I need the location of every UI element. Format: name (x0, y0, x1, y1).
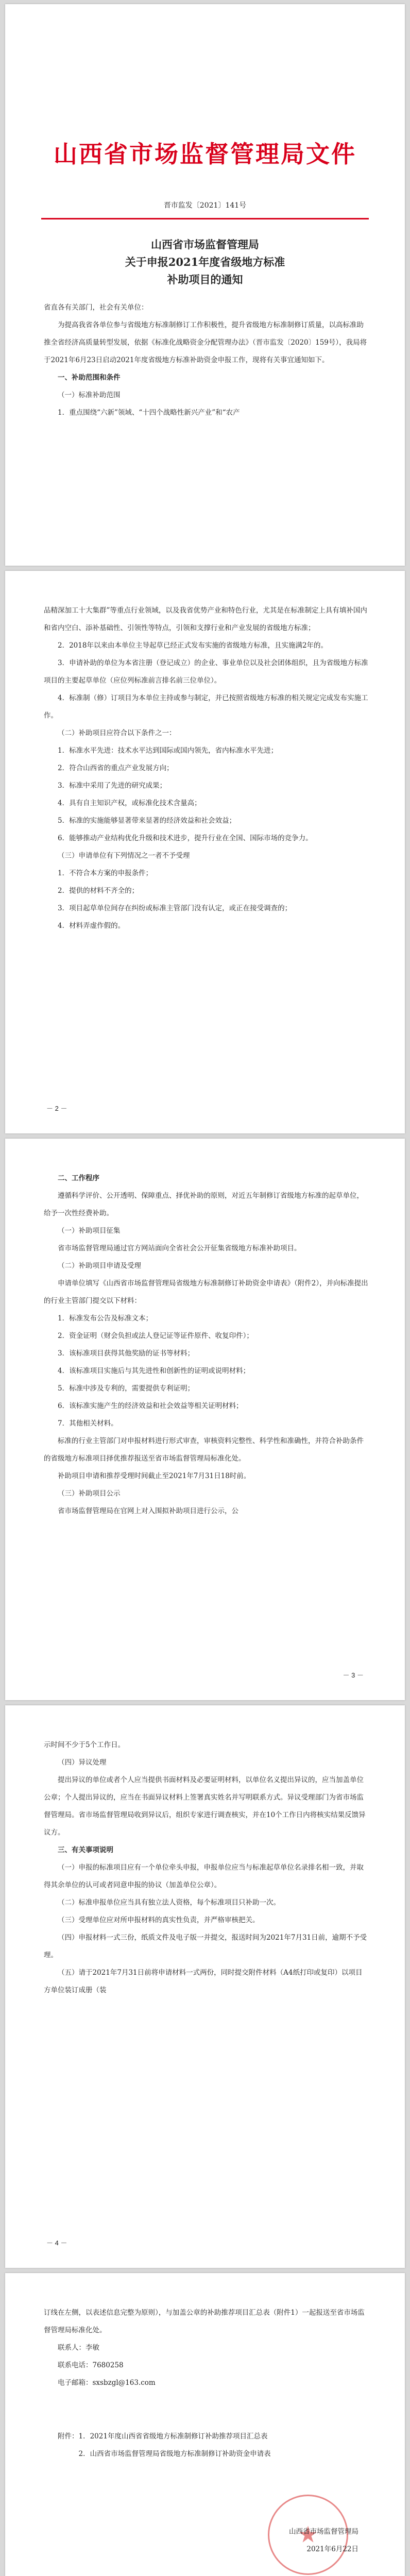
page-body (44, 602, 369, 935)
paragraph: （四）异议处理 (58, 1758, 107, 1766)
page-body (44, 1736, 369, 1999)
page-body (44, 299, 369, 421)
paragraph: 3．标准中采用了先进的研究成果； (58, 782, 167, 790)
paragraph: 品精深加工十大集群”等重点行业领域，以及我省优势产业和特色行业，尤其是在标准制定上具有填补国内和省内空白、添补基础性、引领性等特点，引领和支撑行业和产业发展的省级地方标准； (44, 606, 367, 632)
paragraph: （五）请于2021年7月31日前将申请材料一式两份，同时提交附件材料（A4纸打印或复印）以项目方单位装订成册（装 (44, 1969, 363, 1994)
paragraph: 5．标准中涉及专利的，需要提供专利证明； (58, 1384, 195, 1393)
attachment-1: 附件：1．2021年度山西省省级地方标准制修订补助推荐项目汇总表 (58, 2432, 268, 2441)
paragraph: 提出异议的单位或者个人应当提供书面材料及必要证明材料，以单位名义提出异议的，应当加盖单位公章；个人提出异议的，应当在书面异议材料上签署真实姓名并写明联系方式。异议受理部门为省市场监督管理局。省市场监督管理局收到异议后，组织专家进行调查核实，并在10个工作日内将核实结果反馈异议方。 (44, 1776, 366, 1837)
paragraph: 示时间不少于5个工作日。 (44, 1741, 125, 1749)
document-number: 晋市监发〔2021〕141号 (163, 201, 247, 210)
paragraph: 联系人：李敏 (58, 2344, 99, 2352)
attachments-list (44, 2428, 369, 2463)
paragraph: 省直各有关部门，社会有关单位： (44, 303, 148, 312)
paragraph: 为提高我省各单位参与省级地方标准制修订工作积极性，提升省级地方标准制修订质量，以高标准助推全省经济高质量转型发展，依据《标准化战略资金分配管理办法》（晋市监发〔2020〕159号），我局将于2021年6月23日启动2021年度省级地方标准补助资金申报工作，现将有关事宜通知如下。 (44, 321, 367, 364)
page-body (44, 2304, 369, 2392)
paragraph: 2．符合山西省的重点产业发展方向； (58, 764, 174, 772)
paragraph: （一）标准补助范围 (58, 391, 121, 399)
signing-date: 2021年6月22日 (306, 2545, 358, 2553)
red-divider-line (41, 218, 369, 219)
paragraph: （三）补助项目公示 (58, 1489, 121, 1497)
paragraph: 标准的行业主管部门对申报材料进行形式审查，审核资料完整性、科学性和准确性，并符合补助条件的省级地方标准项目择优推荐报送至省市场监督管理局标准化处。 (44, 1437, 364, 1463)
paragraph: 二、工作程序 (58, 1174, 99, 1182)
signing-org: 山西省市场监督管理局 (289, 2528, 358, 2536)
paragraph: 7．其他相关材料。 (58, 1419, 118, 1428)
title-line-3: 补助项目的通知 (167, 273, 243, 286)
paragraph: 遵循科学评价、公开透明、保障重点、择优补助的原则，对近五年制修订省级地方标准的起草单位，给予一次性经费补助。 (44, 1192, 364, 1217)
paragraph: 3．项目起草单位间存在纠纷或标准主管部门没有认定，或正在接受调查的； (58, 904, 292, 912)
paragraph: 电子邮箱：sxsbzgl@163.com (58, 2379, 156, 2387)
paragraph: （一）申报的标准项目应有一个单位牵头申报，申报单位应当与标准起草单位名录排名相一致，并取得其余单位的认可或者同意申报的协议（加盖单位公章）。 (44, 1863, 364, 1889)
document-page-3 (5, 1139, 405, 1700)
document-title (5, 236, 405, 289)
paragraph: 省市场监督管理局通过官方网站面向全省社会公开征集省级地方标准补助项目。 (58, 1244, 301, 1252)
page-number: － 3 － (343, 1671, 364, 1679)
paragraph: 1．标准发布公告及标准文本； (58, 1314, 153, 1323)
document-page-2 (5, 571, 405, 1133)
paragraph: 6．该标准实施产生的经济效益和社会效益等相关证明材料； (58, 1402, 243, 1410)
document-page-1 (5, 4, 405, 566)
paragraph: （三）受理单位应对所申报材料的真实性负责，并严格审核把关。 (58, 1916, 260, 1924)
paragraph: 1．不符合本方案的申报条件； (58, 869, 153, 877)
paragraph: 4．标准制（修）订项目为本单位主持或参与制定，并已按照省级地方标准的相关规定完成发布实施工作。 (44, 694, 368, 720)
paragraph: 1．标准水平先进：技术水平达到国际或国内领先，省内标准水平先进； (58, 747, 278, 755)
paragraph: （二）标准申报单位应当具有独立法人资格，每个标准项目只补助一次。 (58, 1899, 280, 1907)
paragraph: 2．提供的材料不齐全的； (58, 887, 139, 895)
paragraph: （一）补助项目征集 (58, 1227, 121, 1234)
paragraph: （二）补助项目申请及受理 (58, 1262, 141, 1269)
title-line-2: 关于申报2021年度省级地方标准 (125, 256, 285, 268)
paragraph: （四）申报材料一式三份，纸质文件及电子版一并提交，报送时间为2021年7月31日前，逾期不予受理。 (44, 1934, 367, 1959)
paragraph: 6．能够推动产业结构优化升级和技术进步，提升行业在全国、国际市场的竞争力。 (58, 834, 313, 842)
document-page-5 (5, 2273, 405, 2576)
paragraph: 订线在左侧，以表述信息完整为原则），与加盖公章的补助推荐项目汇总表（附件1）一起报送至省市场监督管理局标准化处。 (44, 2309, 365, 2334)
paragraph: 一、补助范围和条件 (58, 374, 121, 382)
page-body (44, 1170, 369, 1520)
paragraph: 省市场监督管理局在官网上对入围拟补助项目进行公示，公 (58, 1507, 238, 1515)
title-line-1: 山西省市场监督管理局 (151, 238, 259, 251)
paragraph: 4．材料弄虚作假的。 (58, 922, 125, 930)
org-red-header: 山西省市场监督管理局文件 (54, 140, 356, 168)
paragraph: 补助项目申请和推荐受理时间截止至2021年7月31日18时前。 (58, 1472, 251, 1480)
paragraph: 2．资金证明（财会负担或法人登记证等证件原件、收复印件）； (58, 1332, 253, 1340)
paragraph: （二）补助项目应符合以下条件之一： (58, 729, 176, 737)
paragraph: 4．具有自主知识产权，或标准化技术含量高； (58, 799, 201, 807)
paragraph: 三、有关事项说明 (58, 1846, 113, 1854)
paragraph: 1．重点围绕“六新”领域、“十四个战略性新兴产业”和“农产 (58, 409, 240, 417)
attachment-2: 2．山西省市场监督管理局省级地方标准制修订补助资金申请表 (78, 2450, 271, 2458)
paragraph: 申请单位填写《山西省市场监督管理局省级地方标准制修订补助资金申请表》（附件2），并向标准提出的行业主管部门提交以下材料： (44, 1279, 368, 1305)
page-number: － 2 － (46, 1105, 67, 1112)
paragraph: 4．该标准项目实施后与其先进性和创新性的证明或说明材料； (58, 1367, 250, 1375)
paragraph: 3．该标准项目获得其他奖励的证书等材料； (58, 1349, 195, 1358)
paragraph: 联系电话：7680258 (58, 2361, 124, 2369)
paragraph: 2．2018年以来由本单位主导起草已经正式发布实施的省级地方标准，且实施满2年的。 (58, 641, 328, 650)
document-page-4 (5, 1705, 405, 2268)
page-number: － 4 － (46, 2239, 67, 2247)
paragraph: 5．标准的实施能够显著带来显著的经济效益和社会效益； (58, 817, 236, 825)
paragraph: 3．申请补助的单位为本省注册（登记成立）的企业、事业单位以及社会团体组织，且为省级地方标准项目的主要起草单位（应位列标准前言排名前三位单位）。 (44, 659, 368, 685)
paragraph: （三）申请单位有下列情况之一者不予受理 (58, 852, 190, 859)
